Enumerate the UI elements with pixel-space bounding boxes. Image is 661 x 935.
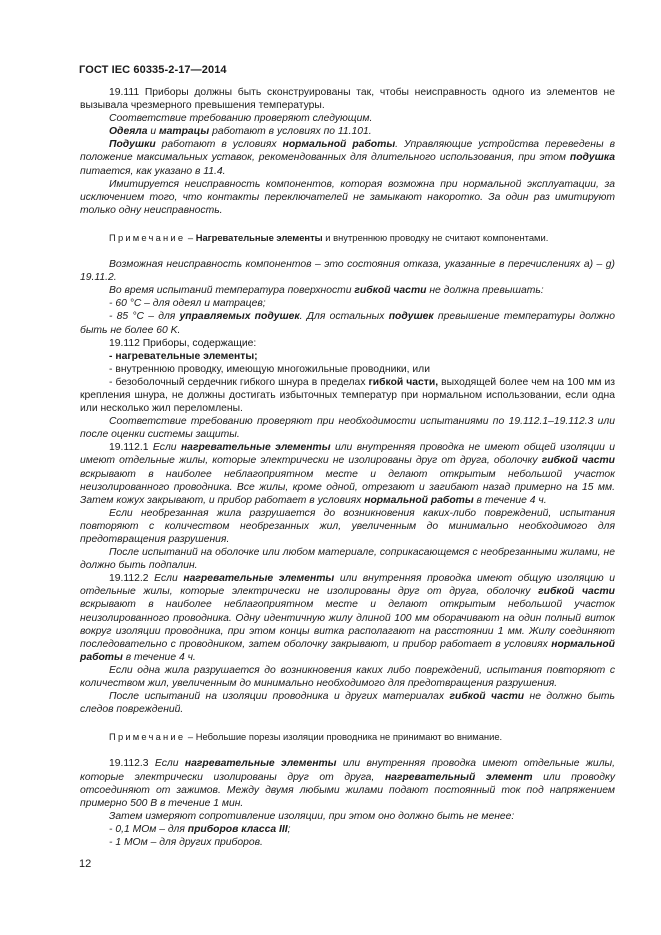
paragraph-wire-breaks: Если одна жила разрушается до возникновения каких либо повреждений, испытания повторяют с количеством жил, увеличенным до минимально необходимого для предотвращения разрушения. [80,664,615,690]
paragraph-19-112-2: 19.112.2 Если нагревательные элементы или внутренняя проводка имеют общую изоляцию и отдельные жилы, которые электрически не изолированы друг от друга, оболочку гибкой части вскрывают в наиболее неблагоприятном месте и делают открытым небольшой участок неизолированного проводника. Одну идентичную жилу длиной 100 мм оборачивают на один полный виток вокруг изоляции проводника, при этом концы витка располагают на расстоянии 1 мм. Жилу соединяют последовательно с проводником, затем оболочку закрывают, и прибор работает в условиях нормальной работы в течение 4 ч. [80,573,616,663]
paragraph-19-112: 19.112 Приборы, содержащие: [109,337,257,349]
paragraph-no-scorching: После испытаний на оболочке или любом материале, соприкасающемся с необрезанными жилами, не должно быть подпалин. [80,547,615,572]
note-2: Примечание – Небольшие порезы изоляции проводника не принимают во внимание. [109,731,503,743]
paragraph-19-111: 19.111 Приборы должны быть сконструированы так, чтобы неисправность одного из элементов не вызывала чрезмерного превышения температуры. [80,87,615,112]
list-item-cord-core: - безоболочный сердечник гибкого шнура в пределах гибкой части, выходящей более чем на 100 мм из крепления шнура, не должны достигать избыточных температур при нормальном использовании, если одна или несколько жил переломлены. [80,376,615,415]
paragraph-surface-temperature: Во время испытаний температура поверхности гибкой части не должна превышать: [109,285,544,297]
list-item-class-iii: - 0,1 МОм – для приборов класса III; [109,823,291,835]
list-item-85c: - 85 °С – для управляемых подушек. Для остальных подушек превышение температуры должно быть не более 60 K. [80,311,615,336]
paragraph-blankets: Одеяла и матрацы работают в условиях по 11.101. [109,126,372,138]
paragraph-fault-simulation: Имитируется неисправность компонентов, которая возможна при нормальной эксплуатации, за исключением того, что контакты переключателей не замыкают накоротко. За один раз имитируют только одну неисправность. [80,178,615,216]
list-item-other-appliances: - 1 МОм – для других приборов. [109,836,263,848]
note-1: Примечание – Нагревательные элементы и внутреннюю проводку не считают компонентами. [109,231,549,243]
document-header: ГОСТ IEC 60335-2-17—2014 [79,64,227,76]
paragraph-19-112-3: 19.112.3 Если нагревательные элементы или внутренняя проводка имеют отдельные жилы, которые электрически изолированы друг от друга, нагревательный элемент или проводку отсоединяют от зажимов. Между двумя любыми жилами подают постоянный ток под напряжением примерно 500 В в течение 1 мин. [80,758,616,809]
page-number: 12 [79,858,92,870]
paragraph-insulation-resistance: Затем измеряют сопротивление изоляции, при этом оно должно быть не менее: [109,810,515,822]
paragraph-no-damage: После испытаний на изоляции проводника и других материалах гибкой части не должно быть следов повреждений. [80,691,615,716]
document-body [80,86,615,849]
list-item-internal-wiring: - внутреннюю проводку, имеющую многожильные проводники, или [109,363,430,375]
paragraph-pillows: Подушки работают в условиях нормальной работы. Управляющие устройства переведены в положение максимальных уставок, рекомендованных для длительного использования, при этом подушка питается, как указано в 11.4. [80,139,615,177]
list-item-60c: - 60 °С – для одеял и матрацев; [109,298,266,310]
paragraph-compliance-tests: Соответствие требованию проверяют при необходимости испытаниями по 19.112.1–19.112.3 или после оценки системы защиты. [80,416,615,441]
compliance-statement: Соответствие требованию проверяют следующим. [109,113,373,125]
paragraph-uncut-wire: Если необрезанная жила разрушается до возникновения каких-либо повреждений, испытания повторяют с количеством необрезанных жил, увеличенным до минимально необходимого для предотвращения разрушения. [80,507,615,545]
paragraph-possible-faults: Возможная неисправность компонентов – это состояния отказа, указанные в перечислениях a) – g) 19.11.2. [80,259,615,284]
paragraph-19-112-1: 19.112.1 Если нагревательные элементы или внутренняя проводка не имеют общей изоляции и имеют отдельные жилы, которые электрически не изолированы друг от друга, оболочку гибкой части вскрывают в наиболее неблагоприятном месте и делают открытым небольшой участок неизолированного проводника. Все жилы, кроме одной, отрезают и загибают назад примерно на 15 мм. Затем кожух закрывают, и прибор работает в условиях нормальной работы в течение 4 ч. [80,442,616,506]
list-item-heating-elements: - нагревательные элементы; [109,350,258,362]
